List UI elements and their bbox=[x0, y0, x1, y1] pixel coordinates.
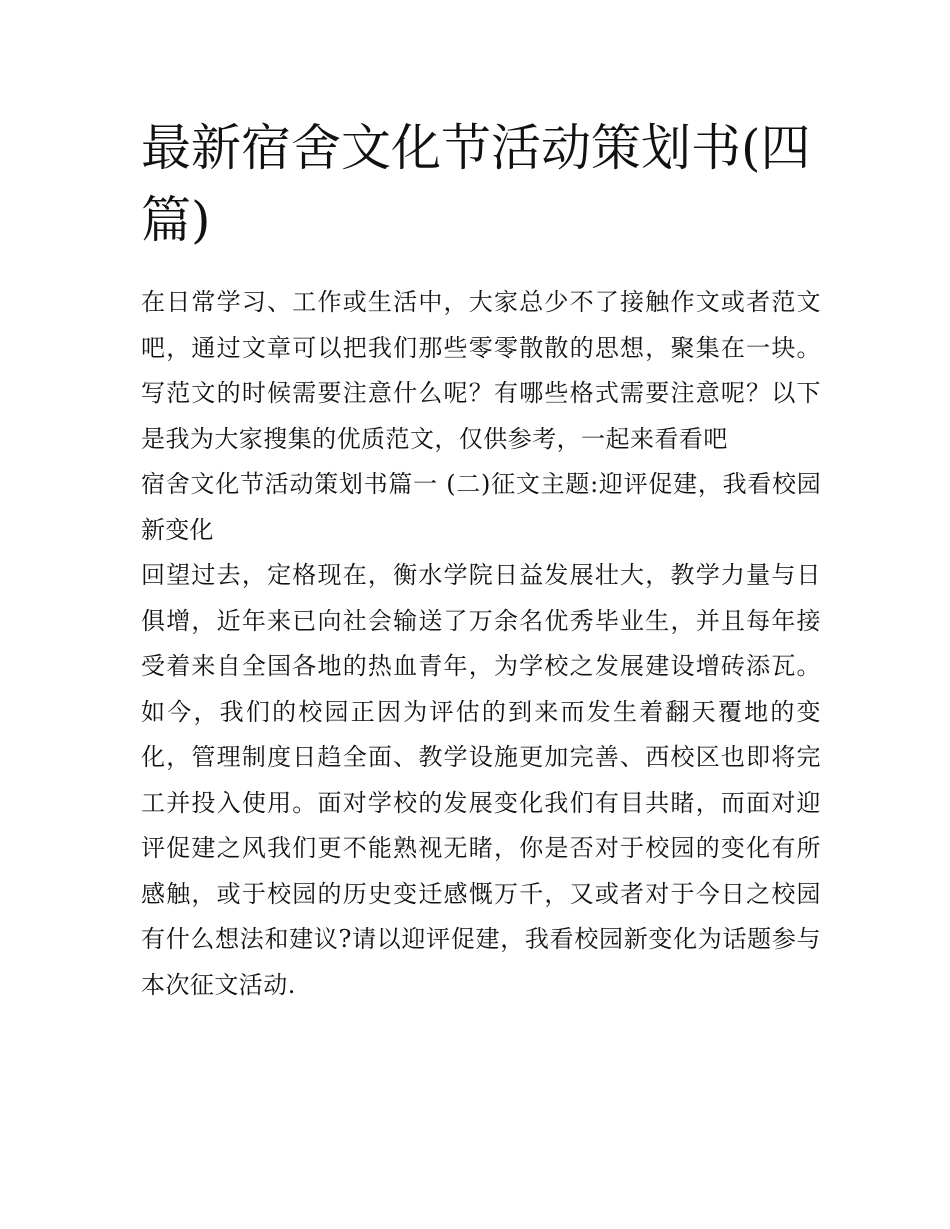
body-paragraph: 回望过去，定格现在，衡水学院日益发展壮大，教学力量与日俱增，近年来已向社会输送了万余名优秀毕业生，并且每年接受着来自全国各地的热血青年，为学校之发展建设增砖添瓦。如今，我们的校园正因为评估的到来而发生着翻天覆地的变化，管理制度日趋全面、教学设施更加完善、西校区也即将完工并投入使用。面对学校的发展变化我们有目共睹，而面对迎评促建之风我们更不能熟视无睹，你是否对于校园的变化有所感触，或于校园的历史变迁感慨万千，又或者对于今日之校园有什么想法和建议?请以迎评促建，我看校园新变化为话题参与本次征文活动. bbox=[141, 561, 821, 999]
document-title: 最新宿舍文化节活动策划书(四篇) bbox=[141, 119, 811, 249]
document-body bbox=[141, 280, 821, 1008]
intro-paragraph: 在日常学习、工作或生活中，大家总少不了接触作文或者范文吧，通过文章可以把我们那些零零散散的思想，聚集在一块。写范文的时候需要注意什么呢？有哪些格式需要注意呢？以下是我为大家搜集的优质范文，仅供参考，一起来看看吧 bbox=[141, 288, 821, 453]
section-heading-paragraph: 宿舍文化节活动策划书篇一 (二)征文主题:迎评促建，我看校园新变化 bbox=[141, 470, 821, 544]
